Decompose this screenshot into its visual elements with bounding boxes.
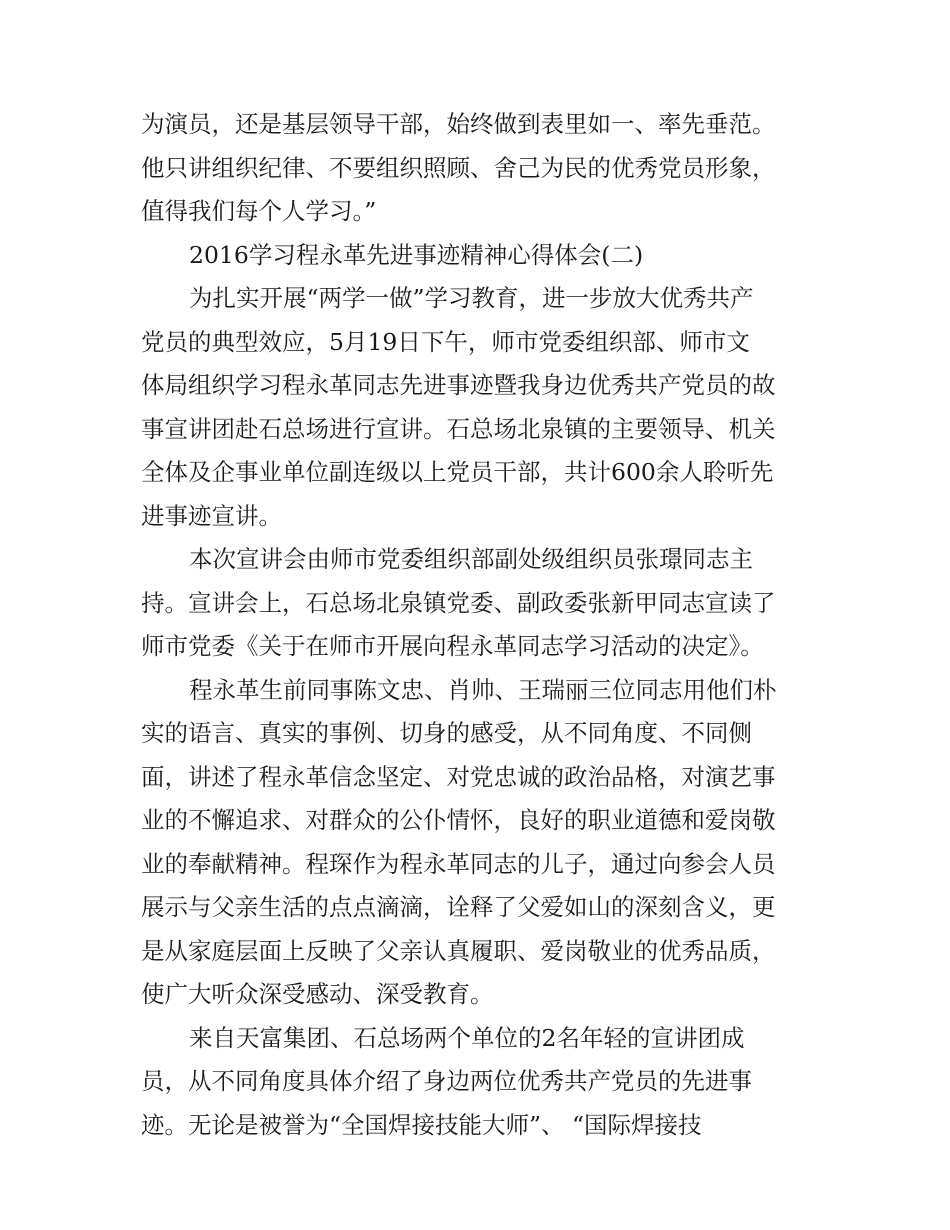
- text-line: 师市党委《关于在师市开展向程永革同志学习活动的决定》。: [141, 632, 764, 660]
- text-line: 面，讲述了程永革信念坚定、对党忠诚的政治品格，对演艺事: [141, 762, 776, 791]
- text-line: 展示与父亲生活的点点滴滴，诠释了父爱如山的深刻含义，更: [141, 893, 776, 921]
- text-line: 来自天富集团、石总场两个单位的2名年轻的宣讲团成: [189, 1023, 745, 1052]
- text-line: 事宣讲团赴石总场进行宣讲。石总场北泉镇的主要领导、机关: [141, 414, 776, 443]
- text-line: 使广大听众深受感动、深受教育。: [141, 980, 494, 1008]
- document-body: [141, 103, 821, 1147]
- text-line: 员，从不同角度具体介绍了身边两位优秀共产党员的先进事: [141, 1067, 752, 1095]
- text-line: 体局组织学习程永革同志先进事迹暨我身边优秀共产党员的故: [141, 371, 776, 399]
- text-line: 值得我们每个人学习。”: [141, 197, 377, 225]
- text-line: 全体及企事业单位副连级以上党员干部，共计600余人聆听先: [141, 458, 774, 486]
- text-line: 持。宣讲会上，石总场北泉镇党委、副政委张新甲同志宣读了: [141, 588, 776, 617]
- text-line: 迹。无论是被誉为“全国焊接技能大师”、 “国际焊接技: [141, 1110, 702, 1139]
- text-line: 业的奉献精神。程琛作为程永革同志的儿子，通过向参会人员: [141, 849, 776, 878]
- text-line: 为演员，还是基层领导干部，始终做到表里如一、率先垂范。: [141, 110, 776, 138]
- text-line: 他只讲组织纪律、不要组织照顾、舍己为民的优秀党员形象，: [141, 153, 776, 182]
- text-line: 程永革生前同事陈文忠、肖帅、王瑞丽三位同志用他们朴: [189, 675, 777, 704]
- text-line: 进事迹宣讲。: [141, 501, 282, 530]
- text-line: 是从家庭层面上反映了父亲认真履职、爱岗敬业的优秀品质，: [141, 936, 776, 965]
- text-line: 本次宣讲会由师市党委组织部副处级组织员张璟同志主: [189, 545, 753, 573]
- text-line: 实的语言、真实的事例、切身的感受，从不同角度、不同侧: [141, 719, 752, 747]
- text-line: 业的不懈追求、对群众的公仆情怀，良好的职业道德和爱岗敬: [141, 806, 776, 834]
- text-line: 党员的典型效应，5月19日下午，师市党委组织部、师市文: [141, 327, 750, 356]
- text-line: 为扎实开展“两学一做”学习教育，进一步放大优秀共产: [189, 284, 754, 312]
- section-heading: 2016学习程永革先进事迹精神心得体会(二): [189, 240, 644, 269]
